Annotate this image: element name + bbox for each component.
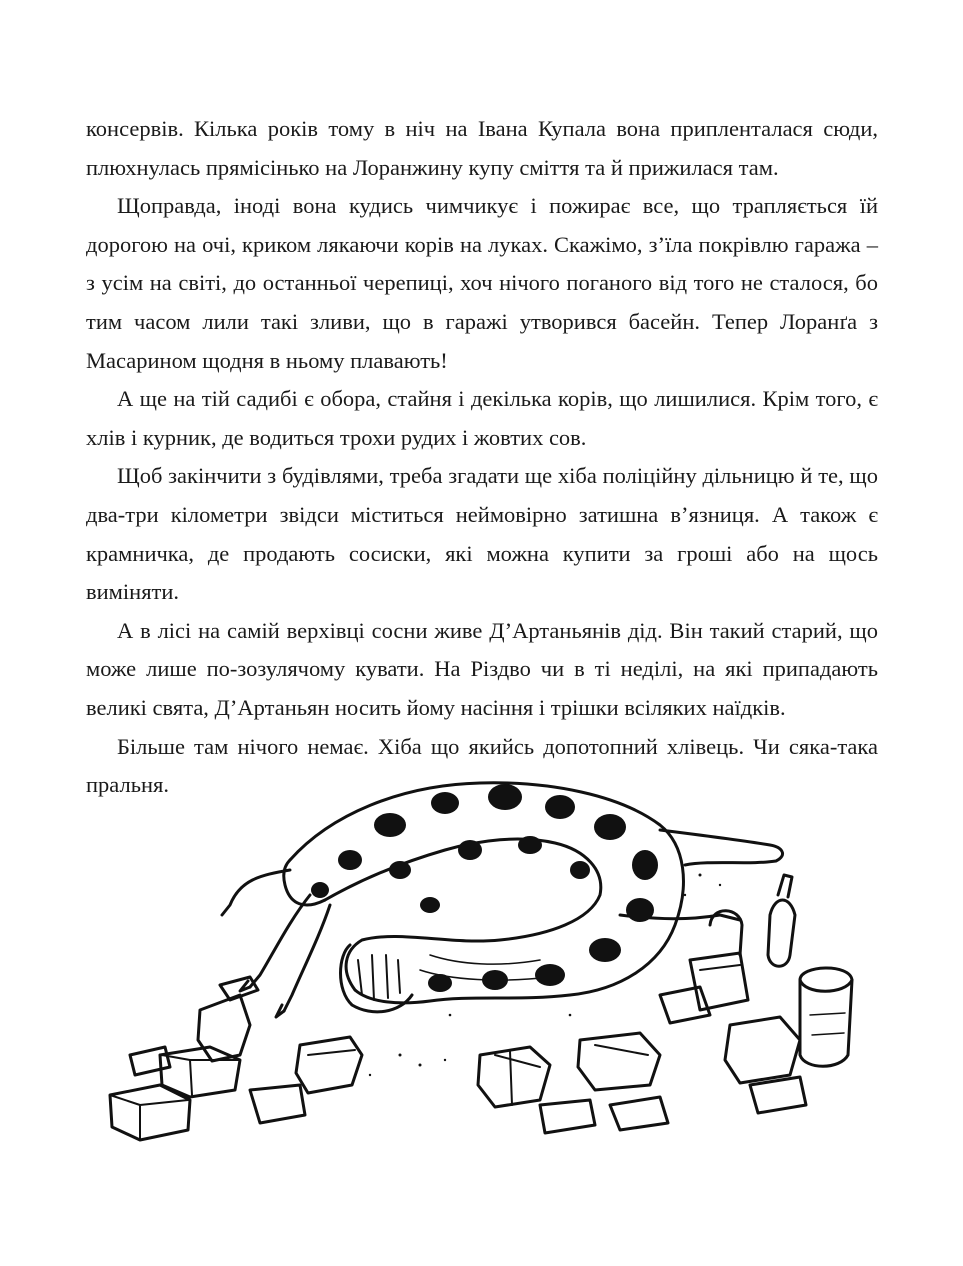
paragraph-1: консервів. Кілька років тому в ніч на Івана Купала вона припленталася сюди, плюхнулась прямісінько на Лоранжину купу сміття та й прижилася там. <box>86 116 878 180</box>
paragraph-3: А ще на тій садибі є обора, стайня і декілька корів, що лишилися. Крім того, є хлів і курник, де водиться трохи рудих і жовтих сов. <box>86 386 878 450</box>
paragraph-6: Більше там нічого немає. Хіба що якийсь допотопний хлівець. Чи сяка-така пральня. <box>86 733 878 798</box>
creature-spots <box>311 784 658 992</box>
paragraph-5: А в лісі на самій верхівці сосни живе Д’Артаньянів дід. Він такий старий, що може лише по-зозулячому кувати. На Різдво чи в ті неділі, на які припадають великі свята, Д’Артаньян носить йому насіння і трішки всіляких наїдків. <box>86 617 878 720</box>
body-text <box>86 110 878 805</box>
creature-on-garbage-drawing <box>100 755 880 1155</box>
paragraph-4: Щоб закінчити з будівлями, треба згадати ще хіба поліційну дільницю й те, що два-три кілометри звідси міститься неймовірно затишна в’язниця. А також є крамничка, де продають сосиски, які можна купити за гроші або на щось виміняти. <box>86 463 878 605</box>
paragraph-2: Щоправда, іноді вона кудись чимчикує і пожирає все, що трапляється їй дорогою на очі, криком лякаючи корів на луках. Скажімо, з’їла покрівлю гаража – з усім на світі, до останньої черепиці, хоч нічого поганого від того не сталося, бо тим часом лили такі зливи, що в гаражі утворився басейн. Тепер Лоранґа з Масарином щодня в ньому плавають! <box>86 193 878 373</box>
ink-illustration <box>100 755 880 1155</box>
